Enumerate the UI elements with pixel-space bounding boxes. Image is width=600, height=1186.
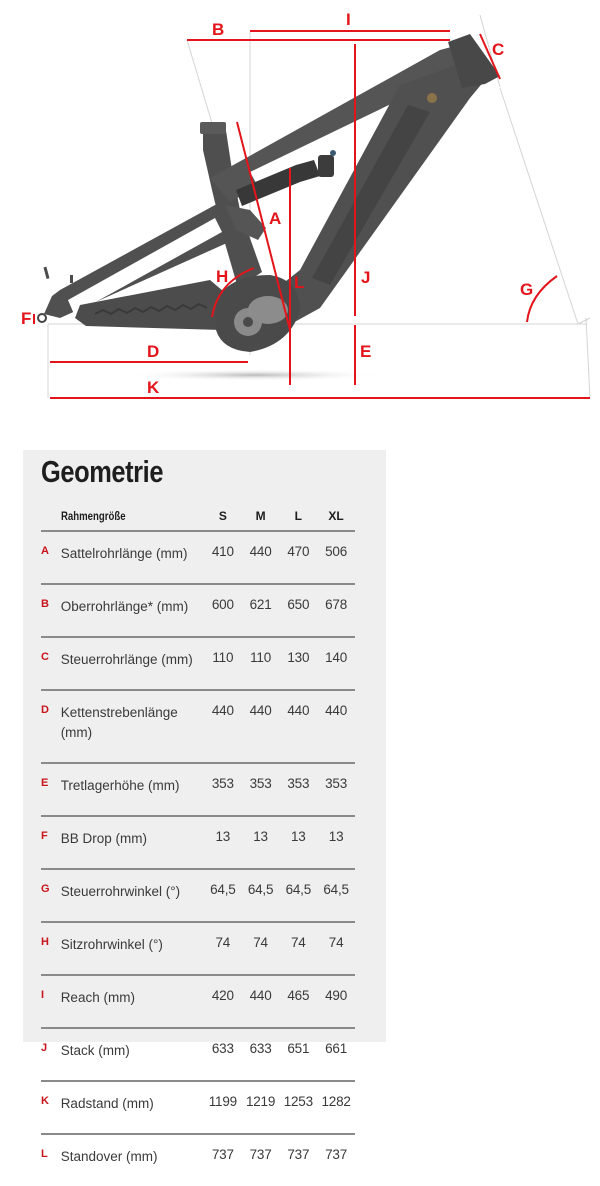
value-m: 440 (242, 975, 280, 1028)
row-label: Oberrohrlänge* (mm) (61, 584, 204, 637)
value-xl: 64,5 (317, 869, 355, 922)
bike-frame (38, 34, 500, 352)
value-m: 64,5 (242, 869, 280, 922)
header-frame-size: Rahmengröße (61, 502, 204, 531)
row-letter: G (41, 869, 61, 922)
header-letter-col (41, 502, 61, 531)
value-xl: 13 (317, 816, 355, 869)
value-m: 737 (249, 1147, 272, 1162)
value-m: 353 (242, 763, 280, 816)
value-l: 13 (279, 816, 317, 869)
value-l: 650 (279, 584, 317, 637)
value-xl: 140 (317, 637, 355, 690)
dim-label-k: K (147, 378, 160, 397)
value-xl: 737 (325, 1147, 348, 1162)
row-label: Sitzrohrwinkel (°) (61, 922, 204, 975)
header-size-m: M (242, 502, 280, 531)
row-label: Reach (mm) (61, 975, 204, 1028)
row-letter: F (41, 816, 61, 869)
value-m: 13 (242, 816, 280, 869)
value-s: 64,5 (204, 869, 242, 922)
row-letter: B (41, 584, 61, 637)
row-letter: A (41, 531, 61, 584)
table-row (41, 922, 355, 975)
row-label: Steuerrohrlänge (mm) (61, 637, 204, 690)
value-s: 110 (204, 637, 242, 690)
value-s: 737 (211, 1147, 234, 1162)
geometry-title: Geometrie (41, 454, 164, 489)
value-xl: 74 (317, 922, 355, 975)
value-l: 64,5 (279, 869, 317, 922)
value-s: 353 (204, 763, 242, 816)
value-xl: 490 (317, 975, 355, 1028)
table-row (41, 531, 355, 584)
geometry-panel (23, 450, 386, 1164)
row-label: Tretlagerhöhe (mm) (61, 763, 204, 816)
row-label: BB Drop (mm) (61, 816, 204, 869)
value-m: 110 (242, 637, 280, 690)
value-l: 470 (279, 531, 317, 584)
dim-label-l: L (294, 273, 305, 292)
row-letter: E (41, 763, 61, 816)
table-row (41, 637, 355, 690)
frame-geometry-diagram (0, 0, 600, 410)
header-size-s: S (204, 502, 242, 531)
value-xl: 1282 (317, 1081, 355, 1134)
value-l: 651 (279, 1028, 317, 1081)
row-label: Standover (mm) (60, 1149, 158, 1164)
value-s: 410 (204, 531, 242, 584)
dim-label-f: F (21, 309, 32, 328)
row-letter: K (41, 1081, 61, 1134)
row-letter: D (41, 690, 61, 763)
header-size-l: L (279, 502, 317, 531)
value-l: 1253 (279, 1081, 317, 1134)
guide-lines (48, 15, 590, 398)
table-header-row (41, 502, 355, 531)
dim-label-i: I (346, 10, 351, 29)
value-s: 440 (204, 690, 242, 763)
value-s: 633 (204, 1028, 242, 1081)
value-m: 74 (242, 922, 280, 975)
value-m: 440 (242, 690, 280, 763)
value-xl: 440 (317, 690, 355, 763)
value-s: 74 (204, 922, 242, 975)
value-s: 420 (204, 975, 242, 1028)
dim-label-b: B (212, 20, 225, 39)
table-row (41, 1028, 355, 1081)
value-xl: 678 (317, 584, 355, 637)
value-m: 1219 (242, 1081, 280, 1134)
row-letter: I (41, 975, 61, 1028)
dimension-lines (34, 31, 590, 398)
row-label: Kettenstrebenlänge (mm) (61, 690, 204, 763)
header-size-xl: XL (317, 502, 355, 531)
ground-shadow (125, 369, 385, 381)
value-l: 440 (279, 690, 317, 763)
value-m: 633 (242, 1028, 280, 1081)
value-l: 737 (287, 1147, 310, 1162)
value-l: 74 (279, 922, 317, 975)
dim-label-e: E (360, 342, 372, 361)
table-row (41, 975, 355, 1028)
value-m: 440 (242, 531, 280, 584)
table-row (41, 1134, 355, 1186)
table-row (41, 690, 355, 763)
dim-label-j: J (361, 268, 371, 287)
row-letter: C (41, 637, 61, 690)
row-letter: H (41, 922, 61, 975)
geometry-table (41, 502, 355, 1186)
value-l: 465 (279, 975, 317, 1028)
value-xl: 506 (317, 531, 355, 584)
dim-label-h: H (216, 267, 229, 286)
value-l: 353 (279, 763, 317, 816)
value-m: 621 (242, 584, 280, 637)
dim-label-c: C (492, 40, 505, 59)
table-row (41, 869, 355, 922)
table-row (41, 763, 355, 816)
row-letter: J (41, 1028, 61, 1081)
row-letter: L (41, 1148, 48, 1160)
dim-label-d: D (147, 342, 160, 361)
table-row (41, 1081, 355, 1134)
value-xl: 353 (317, 763, 355, 816)
dim-label-a: A (269, 209, 282, 228)
table-row (41, 816, 355, 869)
row-label: Stack (mm) (61, 1028, 204, 1081)
table-row (41, 584, 355, 637)
value-s: 1199 (204, 1081, 242, 1134)
value-l: 130 (279, 637, 317, 690)
value-s: 600 (204, 584, 242, 637)
row-label: Sattelrohrlänge (mm) (61, 531, 204, 584)
value-s: 13 (204, 816, 242, 869)
row-label: Steuerrohrwinkel (°) (61, 869, 204, 922)
row-label: Radstand (mm) (61, 1081, 204, 1134)
dim-label-g: G (520, 280, 534, 299)
value-xl: 661 (317, 1028, 355, 1081)
